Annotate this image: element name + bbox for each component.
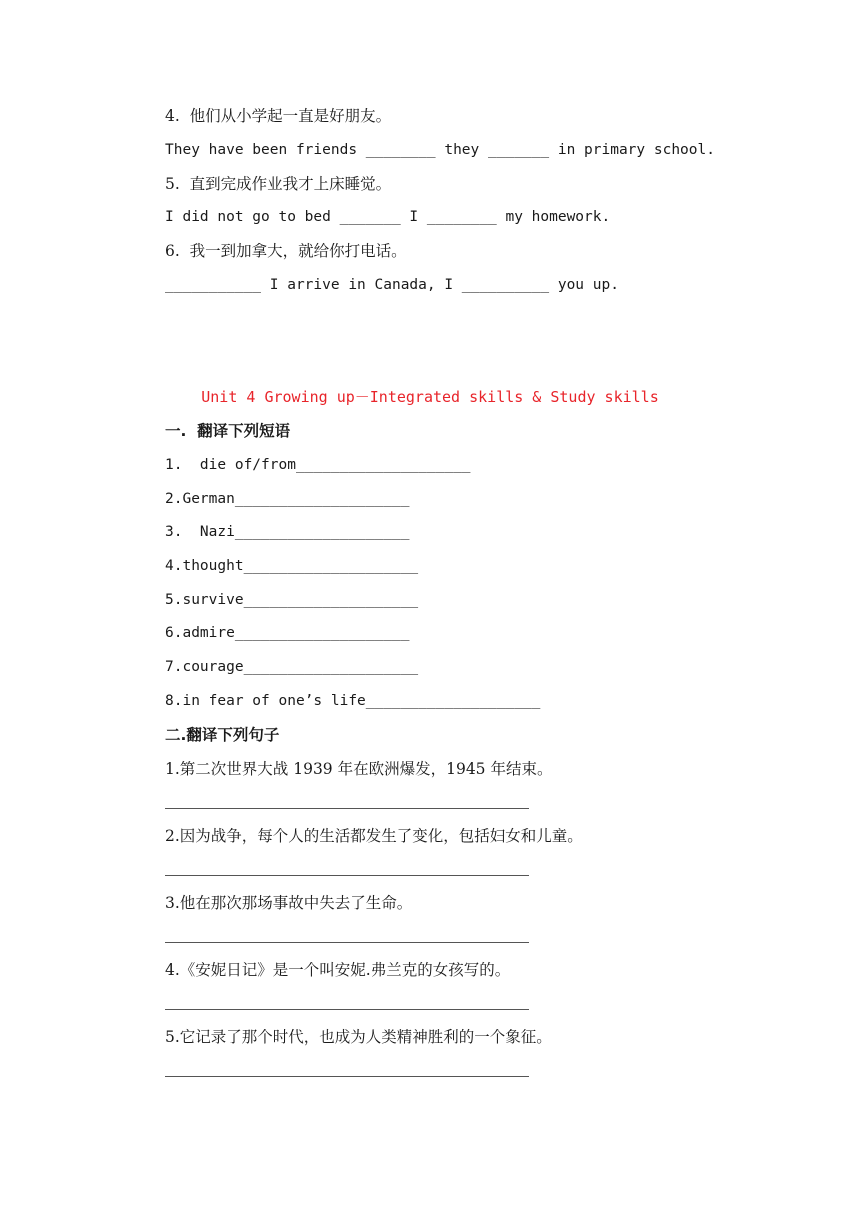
sentence-item: 1.第二次世界大战 1939 年在欧洲爆发，1945 年结束。 <box>165 760 553 778</box>
section-two-heading: 二.翻译下列句子 <box>165 726 280 744</box>
answer-line <box>165 875 529 876</box>
answer-line <box>165 808 529 809</box>
translation-item-4-english: They have been friends ________ they _______ in primary school. <box>165 142 715 158</box>
phrase-item: 7.courage____________________ <box>165 659 419 675</box>
answer-line <box>165 942 529 943</box>
phrase-item: 5.survive____________________ <box>165 592 419 608</box>
phrase-item: 6.admire____________________ <box>165 625 410 641</box>
sentence-item: 3.他在那次那场事故中失去了生命。 <box>165 894 413 912</box>
phrase-item: 3. Nazi____________________ <box>165 524 410 540</box>
translation-item-6-chinese: 6. 我一到加拿大，就给你打电话。 <box>165 242 407 260</box>
phrase-item: 8.in fear of one’s life____________________ <box>165 693 541 709</box>
translation-item-5-english: I did not go to bed _______ I ________ my homework. <box>165 209 611 225</box>
unit-title: Unit 4 Growing up－Integrated skills & Study skills <box>201 388 659 406</box>
sentence-item: 2.因为战争，每个人的生活都发生了变化，包括妇女和儿童。 <box>165 827 583 845</box>
phrase-item: 2.German____________________ <box>165 491 410 507</box>
translation-item-4-chinese: 4. 他们从小学起一直是好朋友。 <box>165 107 392 125</box>
section-one-heading: 一. 翻译下列短语 <box>165 422 291 440</box>
answer-line <box>165 1076 529 1077</box>
translation-item-5-chinese: 5. 直到完成作业我才上床睡觉。 <box>165 175 392 193</box>
sentence-item: 5.它记录了那个时代，也成为人类精神胜利的一个象征。 <box>165 1028 552 1046</box>
sentence-item: 4.《安妮日记》是一个叫安妮.弗兰克的女孩写的。 <box>165 961 511 979</box>
translation-item-6-english: ___________ I arrive in Canada, I __________ you up. <box>165 277 619 293</box>
phrase-item: 1. die of/from____________________ <box>165 457 471 473</box>
phrase-item: 4.thought____________________ <box>165 558 419 574</box>
answer-line <box>165 1009 529 1010</box>
